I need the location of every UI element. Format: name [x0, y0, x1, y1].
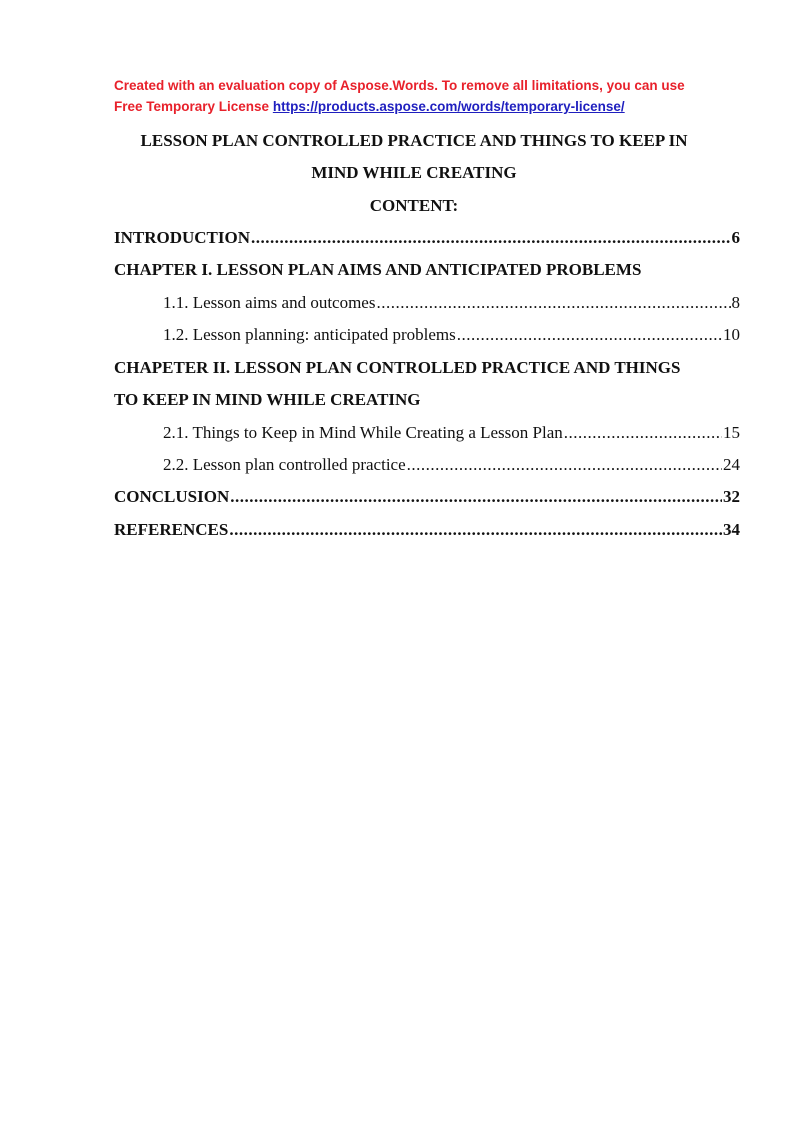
content-heading: CONTENT:	[369, 196, 459, 215]
toc-leader-dots	[457, 324, 722, 346]
toc-entry-label: 2.2. Lesson plan controlled practice	[163, 455, 406, 474]
toc-leader-dots	[230, 486, 722, 508]
toc-entry-chapter1[interactable]: CHAPTER I. LESSON PLAN AIMS AND ANTICIPATED PROBLEMS	[114, 260, 642, 279]
toc-entry-page: 6	[731, 228, 740, 247]
toc-entry-label: CONCLUSION	[114, 487, 230, 506]
evaluation-notice-line2	[114, 96, 754, 117]
toc-entry-conclusion[interactable]	[114, 486, 740, 508]
toc-entry-label: 2.1. Things to Keep in Mind While Creating a Lesson Plan	[163, 423, 563, 442]
toc-entry-page: 24	[723, 455, 740, 474]
toc-leader-dots	[229, 519, 722, 541]
evaluation-notice	[114, 75, 754, 117]
document-title-line2: MIND WHILE CREATING	[311, 163, 517, 182]
toc-entry-label: 1.1. Lesson aims and outcomes	[163, 293, 376, 312]
toc-entry-page: 8	[731, 293, 740, 312]
toc-leader-dots	[407, 454, 722, 476]
evaluation-notice-line1: Created with an evaluation copy of Aspose.Words. To remove all limitations, you can use	[114, 78, 685, 93]
toc-entry-chapter2-line1[interactable]: CHAPETER II. LESSON PLAN CONTROLLED PRACTICE AND THINGS	[114, 358, 681, 377]
toc-entry-label: REFERENCES	[114, 520, 229, 539]
toc-leader-dots	[564, 422, 722, 444]
toc-entry-page: 32	[723, 487, 740, 506]
toc-entry-section-1-2[interactable]	[163, 324, 740, 346]
evaluation-notice-license-text: Free Temporary License	[114, 99, 270, 114]
document-title-line1: LESSON PLAN CONTROLLED PRACTICE AND THINGS TO KEEP IN	[140, 131, 688, 150]
toc-leader-dots	[251, 227, 730, 249]
toc-entry-label: INTRODUCTION	[114, 228, 251, 247]
temporary-license-link[interactable]: https://products.aspose.com/words/temporary-license/	[272, 99, 625, 114]
toc-entry-section-2-1[interactable]	[163, 422, 740, 444]
toc-entry-label: 1.2. Lesson planning: anticipated problems	[163, 325, 456, 344]
toc-entry-section-1-1[interactable]	[163, 292, 740, 314]
toc-entry-section-2-2[interactable]	[163, 454, 740, 476]
toc-entry-page: 10	[723, 325, 740, 344]
toc-entry-introduction[interactable]	[114, 227, 740, 249]
toc-leader-dots	[376, 292, 730, 314]
toc-entry-chapter2-line2[interactable]: TO KEEP IN MIND WHILE CREATING	[114, 390, 421, 409]
toc-entry-page: 15	[723, 423, 740, 442]
toc-entry-references[interactable]	[114, 519, 740, 541]
toc-entry-page: 34	[723, 520, 740, 539]
